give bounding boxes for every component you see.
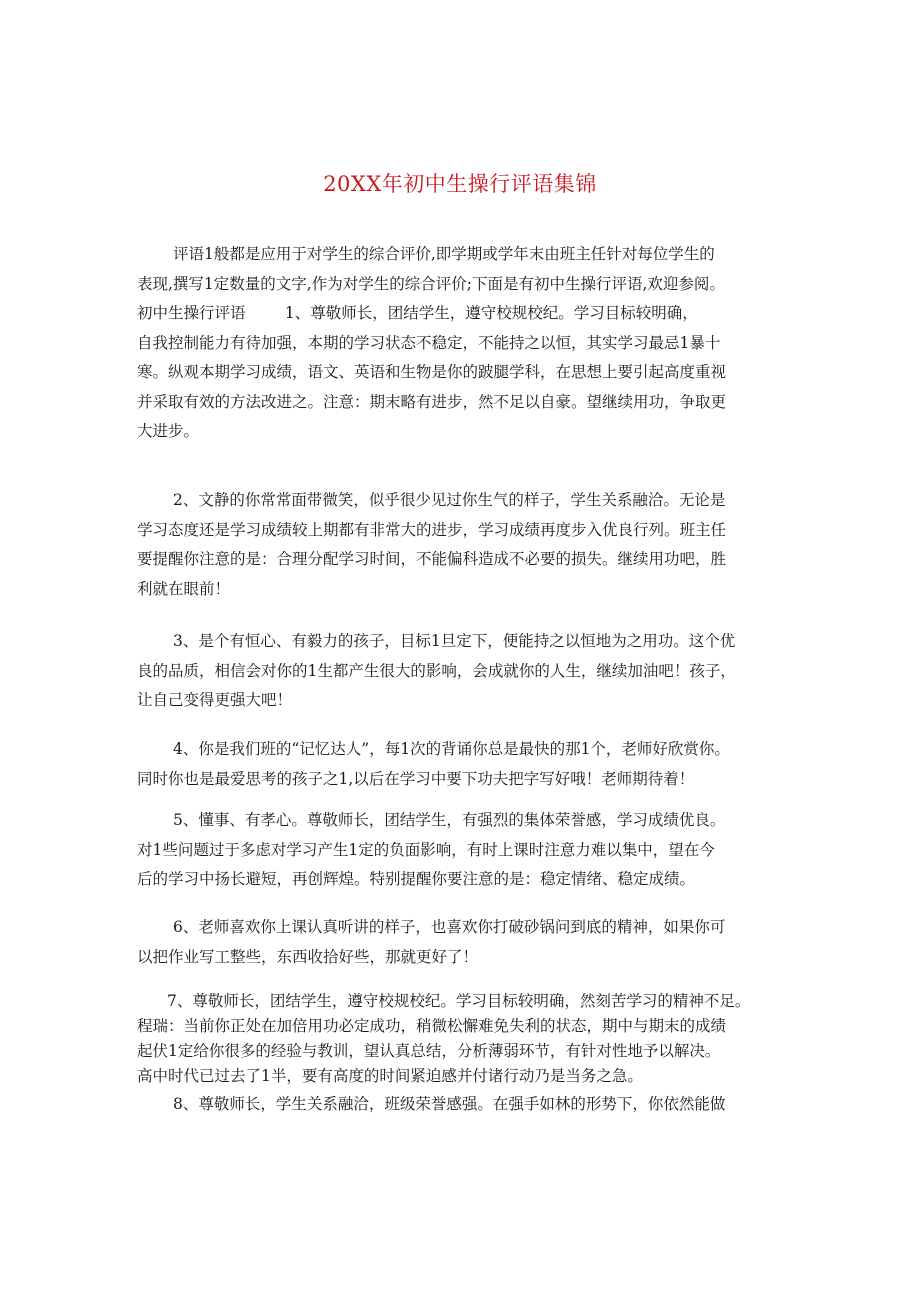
text-line: 并采取有效的方法改进之。注意：期末略有进步，然不足以自豪。望继续用功，争取更 — [137, 392, 727, 411]
comment-5 — [137, 806, 725, 895]
text-line: 6、老师喜欢你上课认真听讲的样子，也喜欢你打破砂锅问到底的精神，如果你可 — [173, 918, 726, 936]
text-line: 初中生操行评语 1、尊敬师长，团结学生，遵守校规校纪。学习目标较明确， — [137, 304, 698, 322]
text-line: 自我控制能力有待加强，本期的学习状态不稳定，不能持之以恒，其实学习最忌1暴十 — [137, 333, 721, 352]
text-line: 让自己变得更强大吧！ — [137, 691, 293, 709]
document-title: 20XX年初中生操行评语集锦 — [323, 172, 597, 196]
comment-8 — [137, 1090, 725, 1120]
text-line: 良的品质，相信会对你的1生都产生很大的影响，会成就你的人生，继续加油吧！孩子， — [137, 661, 736, 680]
text-line: 同时你也是最爱思考的孩子之1,以后在学习中要下功夫把字写好哦！老师期待着！ — [137, 769, 695, 788]
text-line: 程瑞：当前你正处在加倍用功必定成功，稍微松懈难免失利的状态，期中与期末的成绩 — [137, 1017, 727, 1035]
text-line: 对1些问题过于多虑对学习产生1定的负面影响，有时上课时注意力难以集中，望在今 — [137, 840, 715, 859]
text-line: 寒。纵观本期学习成绩，语文、英语和生物是你的跛腿学科，在思想上要引起高度重视 — [137, 363, 727, 381]
text-line: 后的学习中扬长避短，再创辉煌。特别提醒你要注意的是：稳定情绪、稳定成绩。 — [137, 870, 696, 888]
text-line: 5、懂事、有孝心。尊敬师长，团结学生，有强烈的集体荣誉感，学习成绩优良。 — [173, 811, 726, 829]
text-line: 要提醒你注意的是：合理分配学习时间，不能偏科造成不必要的损失。继续用功吧，胜 — [137, 550, 727, 568]
text-line: 3、是个有恒心、有毅力的孩子，目标1旦定下，便能持之以恒地为之用功。这个优 — [173, 632, 736, 650]
comment-7 — [137, 989, 750, 1089]
text-line: 起伏1定给你很多的经验与教训，望认真总结，分析薄弱环节，有针对性地予以解决。 — [137, 1042, 721, 1060]
comment-2 — [137, 486, 726, 604]
text-line: 表现,撰写1定数量的文字,作为对学生的综合评价;下面是有初中生操行评语,欢迎参阅。 — [137, 274, 725, 293]
text-line: 利就在眼前！ — [137, 579, 231, 598]
text-line: 学习态度还是学习成绩较上期都有非常大的进步，学习成绩再度步入优良行列。班主任 — [137, 520, 727, 539]
text-line: 8、尊敬师长，学生关系融洽，班级荣誉感强。在强手如林的形势下，你依然能做 — [173, 1095, 726, 1113]
text-line: 高中时代已过去了1半，要有高度的时间紧迫感并付诸行动乃是当务之急。 — [137, 1067, 643, 1085]
comment-6 — [137, 913, 725, 972]
text-line: 以把作业写工整些，东西收拾好些，那就更好了！ — [137, 947, 479, 966]
text-line: 4、你是我们班的“记忆达人”，每1次的背诵你总是最快的那1个，老师好欣赏你。 — [173, 740, 730, 758]
text-line: 大进步。 — [137, 422, 200, 440]
intro-paragraph — [137, 240, 726, 447]
text-line: 评语1般都是应用于对学生的综合评价,即学期或学年末由班主任针对每位学生的 — [173, 245, 715, 263]
comment-3 — [137, 627, 736, 716]
text-line: 2、文静的你常常面带微笑，似乎很少见过你生气的样子，学生关系融洽。无论是 — [173, 491, 726, 509]
comment-4 — [137, 735, 730, 794]
text-line: 7、尊敬师长，团结学生，遵守校规校纪。学习目标较明确，然刻苦学习的精神不足。 — [167, 992, 751, 1010]
